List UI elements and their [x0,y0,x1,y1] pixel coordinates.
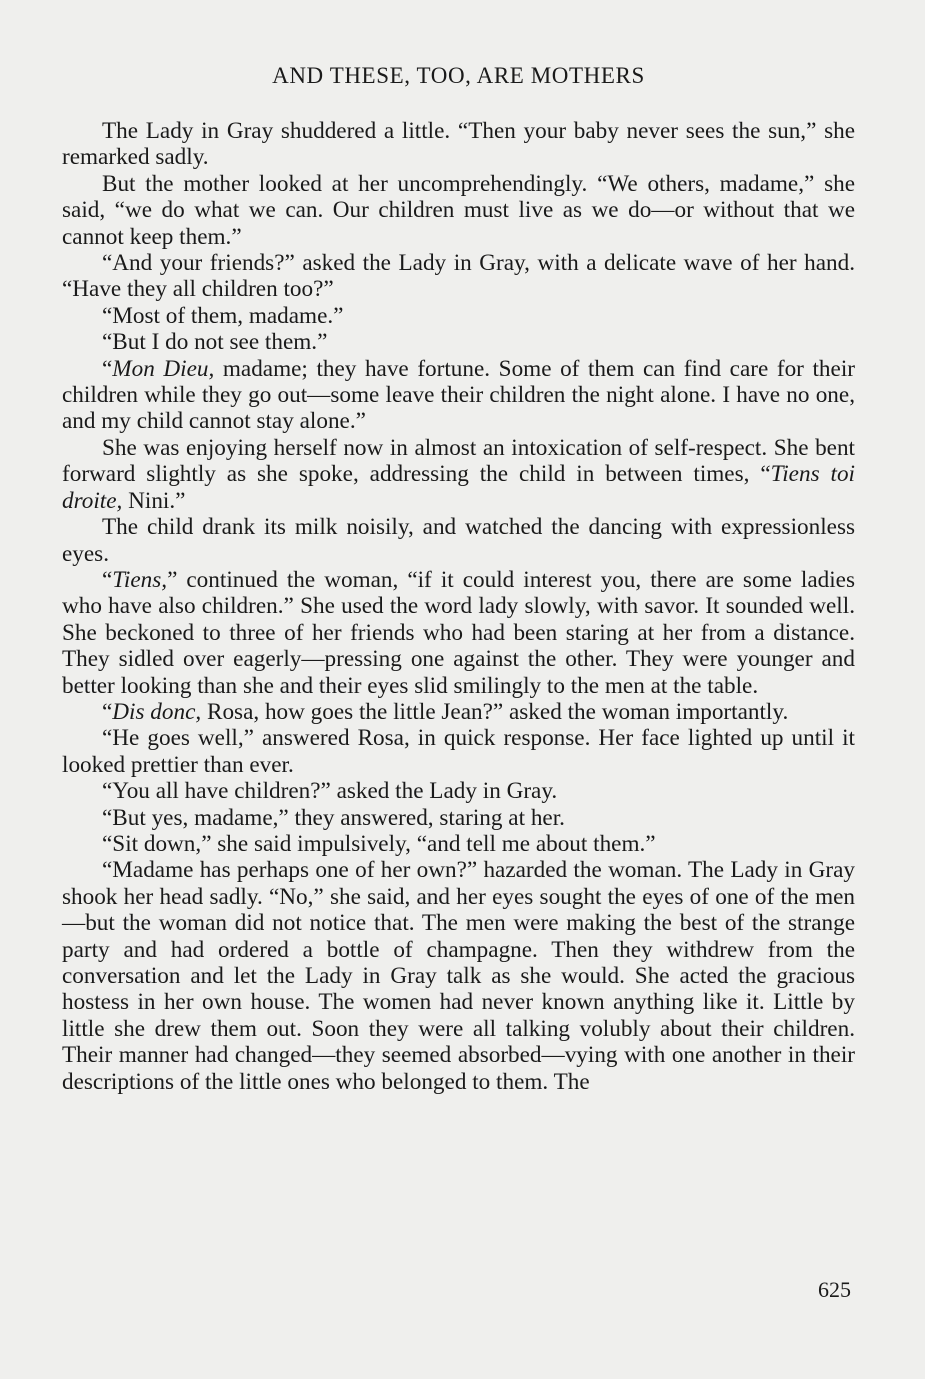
paragraph [62,831,855,857]
paragraph [62,356,855,435]
text-run: The Lady in Gray shuddered a little. “Then your baby never sees the sun,” she remarked sadly. [62,118,855,171]
paragraph [62,329,855,355]
paragraph [62,857,855,1095]
text-run: “But I do not see them.” [102,329,328,356]
text-run: The child drank its milk noisily, and watched the dancing with expressionless eyes. [62,514,855,567]
italic-phrase: Dis donc, [112,698,202,725]
paragraph [62,118,855,171]
text-run: ” continued the woman, “if it could interest you, there are some ladies who have also children.” She used the word lady slowly, with savor. It sounded well. She beckoned to three of her friends who had been staring at her from a distance. They sidled over eagerly—pressing one against the other. They were younger and better looking than she and their eyes slid smilingly to the men at the table. [62,566,855,699]
italic-phrase: Mon Dieu, [112,355,215,382]
text-run: Nini.” [122,487,186,514]
paragraph [62,725,855,778]
paragraph [62,514,855,567]
paragraph [62,805,855,831]
paragraph [62,171,855,250]
text-run: “ [102,355,113,382]
text-run: “Madame has perhaps one of her own?” hazarded the woman. The Lady in Gray shook her head sadly. “No,” she said, and her eyes sought the eyes of one of the men—but the woman did not notice that. The men were making the best of the strange party and had ordered a bottle of champagne. Then they withdrew from the conversation and let the Lady in Gray talk as she would. She acted the gracious hostess in her own house. The women had never known anything like it. Little by little she drew them out. Soon they were all talking volubly about their children. Their manner had changed—they seemed absorbed—vying with one another in their descriptions of the little ones who belonged to them. The [62,857,855,1095]
paragraph [62,699,855,725]
text-run: Rosa, how goes the little Jean?” asked the woman importantly. [201,698,789,725]
text-run: “And your friends?” asked the Lady in Gray, with a delicate wave of her hand. “Have they all children too?” [62,250,855,303]
text-run: “ [102,566,113,593]
book-page [62,62,855,1332]
text-run: “He goes well,” answered Rosa, in quick response. Her face lighted up until it looked prettier than ever. [62,725,855,778]
body-text [62,118,855,1095]
paragraph [62,250,855,303]
text-run: “You all have children?” asked the Lady in Gray. [102,778,558,805]
text-run: “ [102,698,113,725]
text-run: “Sit down,” she said impulsively, “and tell me about them.” [102,830,656,857]
paragraph [62,567,855,699]
page-number: 625 [818,1277,851,1302]
text-run: madame; they have fortune. Some of them can find care for their children while they go out—some leave their children the night alone. I have no one, and my child cannot stay alone.” [62,355,855,435]
paragraph [62,303,855,329]
running-title: AND THESE, TOO, ARE MOTHERS [272,63,645,88]
text-run: She was enjoying herself now in almost an intoxication of self-respect. She bent forward slightly as she spoke, addressing the child in between times, “ [62,434,855,488]
italic-phrase: Tiens toi droite, [62,461,855,514]
paragraph [62,435,855,514]
text-run: But the mother looked at her uncomprehendingly. “We others, madame,” she said, “we do what we can. Our children must live as we do—or without that we cannot keep them.” [62,170,855,250]
italic-phrase: Tiens, [112,566,168,593]
paragraph [62,778,855,804]
text-run: “Most of them, madame.” [102,302,344,329]
text-run: “But yes, madame,” they answered, staring at her. [102,804,565,831]
